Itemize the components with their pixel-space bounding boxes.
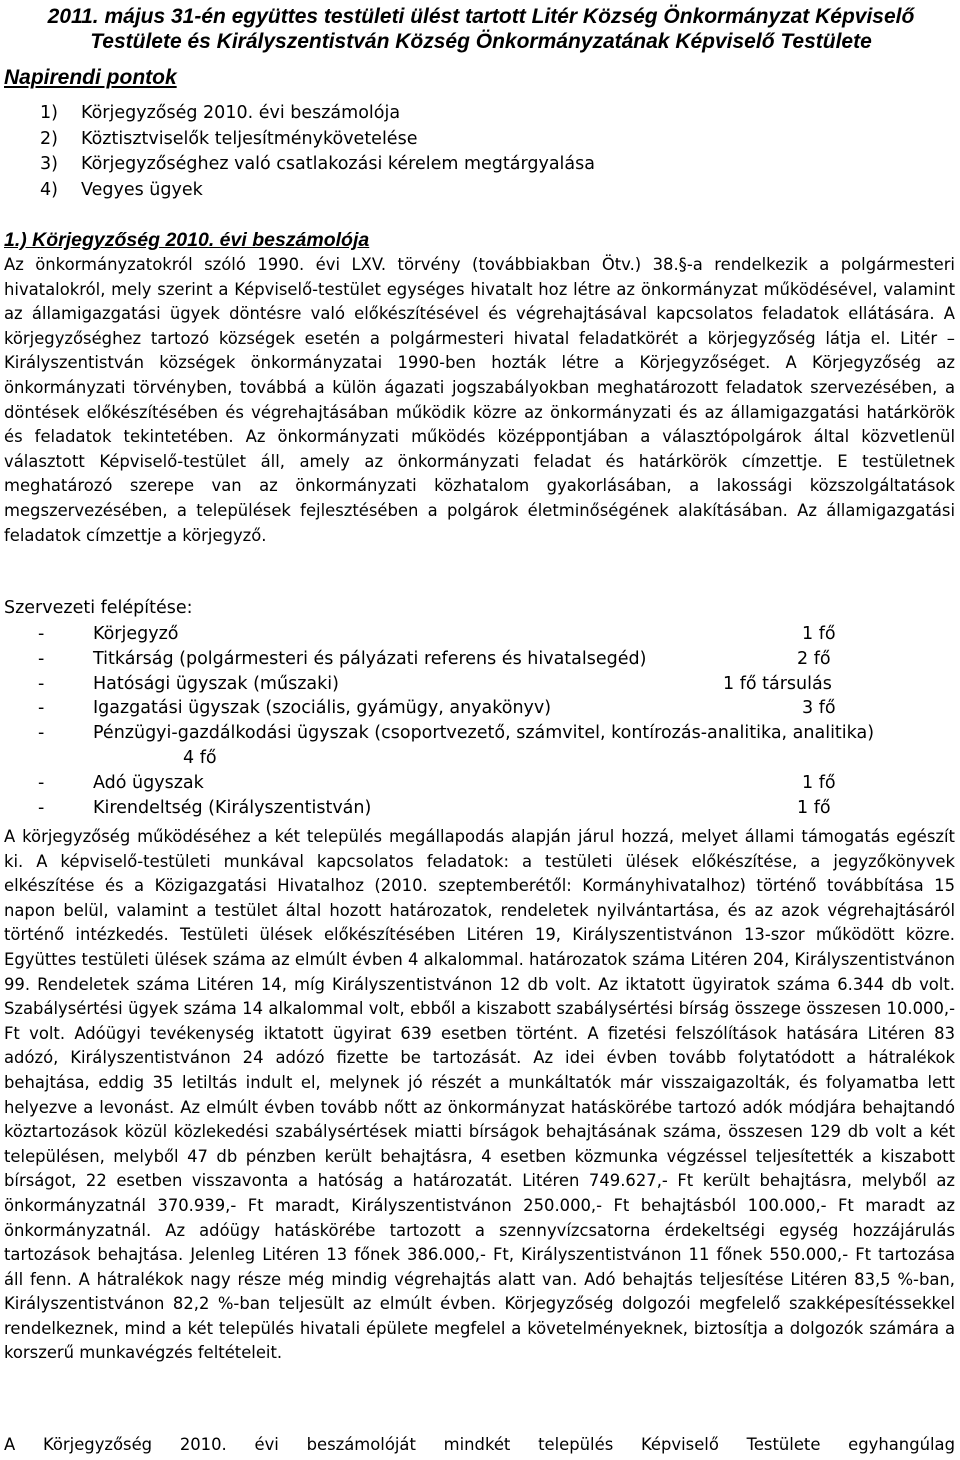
staff-unit: Kirendeltség (Királyszentistván) [93,797,372,818]
staff-count: 4 fő [183,747,217,768]
staff-row [4,771,955,796]
agenda-item [40,178,595,204]
staff-row [4,622,955,647]
paragraph: A körjegyzőség működéséhez a két település megállapodás alapján járul hozzá, melyet állami támogatás egészít ki. A képviselő-testületi munkával kapcsolatos feladatok: a testületi ülések előkészítése, a jegyzőkönyvek elkészítése és a Közigazgatási Hivatalhoz (2010. szeptemberétől: Kormányhivatalhoz) történő továbbítása 15 napon belül, valamint a testület által hozott határozatok, rendeletek nyilvántartása, és az azok végrehajtásáról történő intézkedés. Testületi ülések előkészítésében Litéren 19, Királyszentistvánon 13-szor működött közre. Együttes testületi ülések száma az elmúlt évben 4 alkalommal. határozatok száma Litéren 204, Királyszentistvánon 99. Rendeletek száma Litéren 14, míg Királyszentistvánon 12 db volt. Az iktatott ügyiratok száma 6.344 db volt. Szabálysértési ügyek száma 14 alkalommal volt, ebből a kiszabott szabálysértési bírság összege összesen 10.000,- Ft volt. Adóügyi tevékenység iktatott ügyirat 639 esetben történt. A fizetési felszólítások hatására Litéren 83 adózó, Királyszentistvánon 24 adózó fizette be tartozását. Az idei évben tovább folytatódott a hátralékok behajtása, eddig 35 letiltás indult el, melynek jó részét a munkáltatók már visszaigazolták, és folyamatba lett helyezve a levonást. Az elmúlt évben tovább nőtt az önkormányzat hatáskörébe tartozó adók módjára behajtandó köztartozások közül közlekedési szabálysértések miatti bírságok behajtásának száma, összesen 129 db volt a két településen, melyből 47 db pénzben került behajtásra, 4 esetben közmunka végzéssel teljesítették a kiszabott bírságot, 22 esetben visszavonta a hatóság a határozatát. Litéren 749.627,- Ft került behajtásra, melyből az önkormányzatnál 370.939,- Ft maradt, Királyszentistvánon 250.000,- Ft behajtásból 100.000,- Ft maradt az önkormányzatnál. Az adóügy hatáskörébe tartozott a szennyvízcsatorna érdekeltségi egység hozzájárulás tartozások behajtása. Jelenleg Litéren 13 főnek 386.000,- Ft, Királyszentistvánon 11 főnek 550.000,- Ft tartozása áll fenn. A hátralékok nagy része még mindig végrehajtás alatt van. Adó behajtás teljesítése Litéren 83,5 %-ban, Királyszentistvánon 82,2 %-ban teljesült az elmúlt évben. Körjegyzőség dolgozói megfelelő szakképesítéssekkel rendelkeznek, mind a két település hivatali épülete megfelel a követelményeknek, biztosítja a dolgozók számára a korszerű munkavégzés feltételeit. [4,827,955,1363]
staff-count: 2 fő [797,648,831,669]
staff-row [4,647,955,672]
staff-unit: Titkárság (polgármesteri és pályázati referens és hivatalsegéd) [93,648,647,669]
staff-count: 1 fő [802,624,836,644]
staff-row [4,696,955,721]
agenda-item-number: 1) [40,103,58,123]
staff-row [4,672,955,697]
agenda-item-number: 2) [40,128,58,149]
staff-row [4,796,955,821]
staff-unit: Adó ügyszak [93,772,204,793]
staff-unit: Körjegyző [93,624,179,644]
list-dash: - [38,648,45,669]
list-dash: - [38,797,45,818]
staff-row [4,721,955,746]
title-line-2: Testülete és Királyszentistván Község Önkormányzatának Képviselő Testülete [90,30,872,53]
agenda-heading: Napirendi pontok [4,66,177,89]
staff-count: 1 fő [797,797,831,818]
paragraph: Az önkormányzatokról szóló 1990. évi LXV. törvény (továbbiakban Ötv.) 38.§-a rendelkezik a polgármesteri hivatalokról, mely szerint a Képviselő-testület egységes hivatalt hoz létre az önkormányzat működésével, valamint az államigazgatási ügyek döntésre való előkészítésével és végrehajtásával kapcsolatos feladatok ellátására. A körjegyzőséghez tartozó községek esetén a polgármesteri hivatal feladatkörét a körjegyzőség látja el. Litér – Királyszentistván községek önkormányzatai 1990-ben hozták létre a Körjegyzőséget. A Körjegyzőség az önkormányzati törvényben, továbbá a külön ágazati jogszabályokban meghatározott feladatok szervezésében, a döntések előkészítésében és végrehajtásában működik közre az önkormányzati és az államigazgatási határkörök és feladatok tekintetében. Az önkormányzati működés középpontjában a választópolgárok által közvetlenül választott Képviselő-testület áll, amely az önkormányzati feladat és határkörök címzettje. E testületnek meghatározó szerepe van az önkormányzati közhatalom gyakorlásában, a lakossági közszolgáltatások megszervezésében, a települések fejlesztésében a polgárok életminőségének alakításában. Az államigazgatási feladatok címzettje a körjegyző. [4,255,955,545]
title-line-1: 2011. május 31-én együttes testületi ülést tartott Litér Község Önkormányzat Képviselő [47,5,915,28]
paragraph-last-line: A Körjegyzőség 2010. évi beszámolóját mindkét település Képviselő Testülete egyhangúlag [4,1435,955,1454]
staff-count: 1 fő társulás [723,673,832,694]
staff-row [4,746,955,771]
agenda-item-number: 4) [40,179,58,200]
staff-count: 3 fő [802,698,836,719]
staff-unit: Pénzügyi-gazdálkodási ügyszak (csoportvezető, számvitel, kontírozás-analitika, analitika) [93,723,875,744]
agenda-list [40,101,595,203]
body-text [4,253,955,548]
agenda-item [40,152,595,178]
list-dash: - [38,723,45,744]
agenda-item [40,127,595,153]
staff-count: 1 fő [802,772,836,793]
agenda-item-text: Köztisztviselők teljesítménykövetelése [81,128,418,149]
agenda-item-text: Körjegyzőséghez való csatlakozási kérelem megtárgyalása [81,154,595,174]
staff-unit: Hatósági ügyszak (műszaki) [93,673,339,694]
organization-heading: Szervezeti felépítése: [4,598,193,618]
agenda-item-text: Vegyes ügyek [81,179,203,200]
list-dash: - [38,624,45,644]
agenda-item [40,101,595,127]
staff-unit: Igazgatási ügyszak (szociális, gyámügy, anyakönyv) [93,698,552,719]
list-dash: - [38,673,45,694]
list-dash: - [38,772,45,793]
staff-list [4,622,955,820]
section-heading: 1.) Körjegyzőség 2010. évi beszámolója [4,229,370,251]
agenda-item-number: 3) [40,154,58,174]
document-title [6,4,956,54]
list-dash: - [38,698,45,719]
agenda-item-text: Körjegyzőség 2010. évi beszámolója [81,103,401,123]
body-text [4,825,955,1366]
